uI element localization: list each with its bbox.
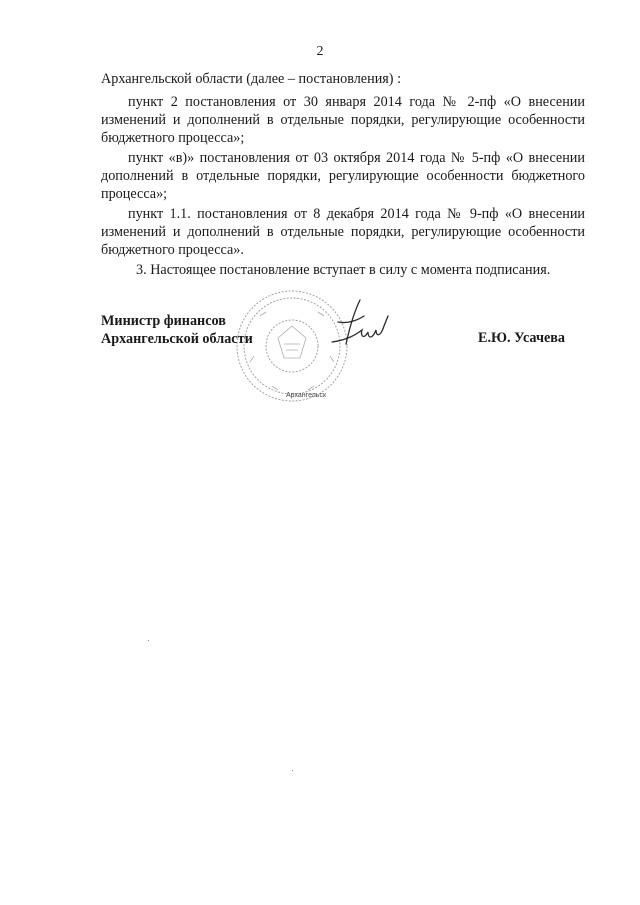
scan-speck [148,640,149,641]
scan-speck [292,770,293,771]
handwritten-signature [324,296,394,352]
body-line: 3. Настоящее постановление вступает в силу с момента подписания. [136,262,551,278]
seal-bottom-text: Архангельск [286,392,327,399]
signature-position-line1: Министр финансов [101,313,226,329]
body-line: пункт 1.1. постановления от 8 декабря 2014 года № 9-пф «О внесении [128,206,585,222]
body-line: пункт «в)» постановления от 03 октября 2014 года № 5-пф «О внесении [128,150,585,166]
body-line: дополнений в отдельные порядки, регулирующие особенности бюджетного [101,168,585,184]
body-line: бюджетного процесса»; [101,130,245,146]
body-line: бюджетного процесса». [101,242,244,258]
signatory-name: Е.Ю. Усачева [478,330,566,346]
signature-position-line2: Архангельской области [101,331,253,347]
body-line: изменений и дополнений в отдельные порядки, регулирующие особенности [101,112,585,128]
body-line: пункт 2 постановления от 30 января 2014 года № 2-пф «О внесении [128,94,585,110]
body-line: Архангельской области (далее – постановления) : [101,71,402,87]
body-line: процесса»; [101,186,168,202]
body-line: изменений и дополнений в отдельные порядки, регулирующие особенности [101,224,585,240]
page-number: 2 [316,44,324,59]
